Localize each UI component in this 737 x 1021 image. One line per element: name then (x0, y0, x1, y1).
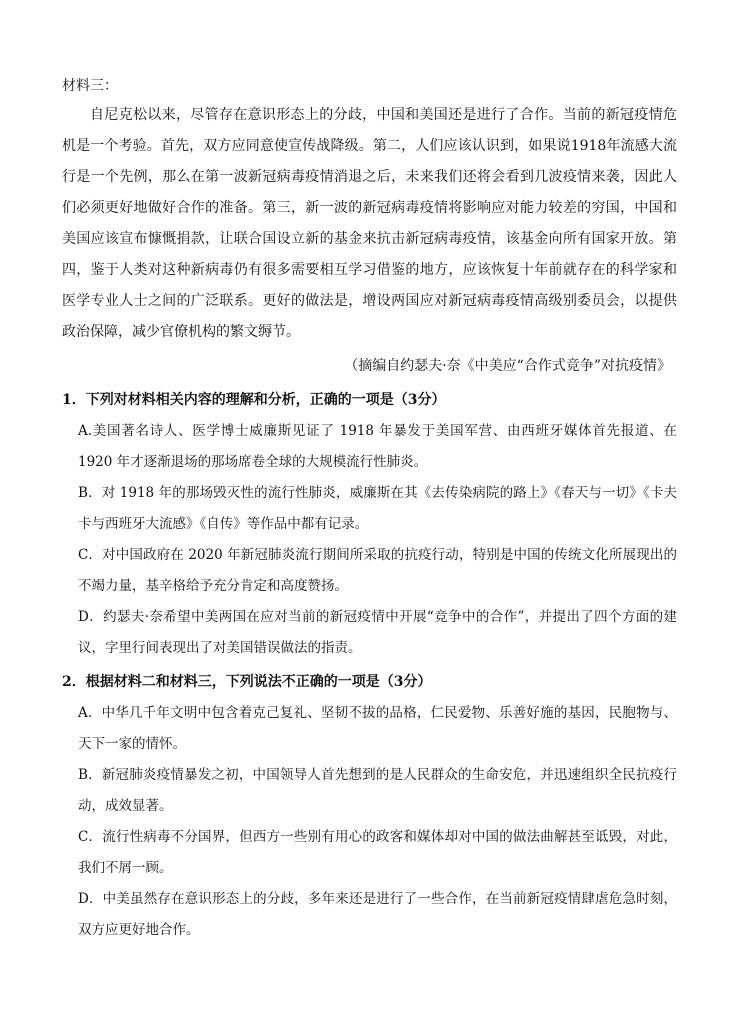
question-1 (62, 386, 677, 664)
material-label: 材料三： (62, 78, 118, 94)
material-paragraph: 自尼克松以来，尽管存在意识形态上的分歧，中国和美国还是进行了合作。当前的新冠疫情危机是一个考验。首先，双方应同意使宣传战降级。第二，人们应该认识到，如果说1918年流感大流行是一个先例，那么在第一波新冠病毒疫情消退之后，未来我们还将会看到几波疫情来袭，因此人们必须更好地做好合作的准备。第三，新一波的新冠病毒疫情将影响应对能力较差的穷国，中国和美国应该宣布慷慨捐款，让联合国设立新的基金来抗击新冠病毒疫情，该基金向所有国家开放。第四，鉴于人类对这种新病毒仍有很多需要相互学习借鉴的地方，应该恢复十年前就存在的科学家和医学专业人士之间的广泛联系。更好的做法是，增设两国应对新冠病毒疫情高级别委员会，以提供政治保障，减少官僚机构的繁文缛节。 (62, 107, 677, 340)
source-citation: （摘编自约瑟夫·奈《中美应“合作式竞争”对抗疫情》 (344, 358, 671, 374)
option-a[interactable]: A．中华几千年文明中包含着克己复礼、坚韧不拔的品格，仁民爱物、乐善好施的基因，民胞物与、天下一家的情怀。 (78, 705, 677, 752)
option-b[interactable]: B．新冠肺炎疫情暴发之初，中国领导人首先想到的是人民群众的生命安危，并迅速组织全民抗疫行动，成效显著。 (78, 767, 677, 814)
option-d[interactable]: D．约瑟夫·奈希望中美两国在应对当前的新冠疫情中开展“竞争中的合作”，并提出了四个方面的建议，字里行间表现出了对美国错误做法的指责。 (78, 609, 677, 656)
option-c[interactable]: C．对中国政府在 2020 年新冠肺炎流行期间所采取的抗疫行动，特别是中国的传统文化所展现出的不竭力量，基辛格给予充分肯定和高度赞扬。 (78, 547, 677, 594)
question-stem: 1．下列对材料相关内容的理解和分析，正确的一项是（3分） (62, 392, 446, 408)
option-b[interactable]: B．对 1918 年的那场毁灭性的流行性肺炎，威廉斯在其《去传染病院的路上》《春天与一切》《卡夫卡与西班牙大流感》《自传》等作品中都有记录。 (78, 485, 677, 532)
document-page (62, 76, 677, 946)
option-d[interactable]: D．中美虽然存在意识形态上的分歧，多年来还是进行了一些合作，在当前新冠疫情肆虐危急时刻，双方应更好地合作。 (78, 891, 677, 938)
question-stem: 2．根据材料二和材料三，下列说法不正确的一项是（3分） (62, 674, 432, 690)
question-2 (62, 668, 677, 946)
option-c[interactable]: C．流行性病毒不分国界，但西方一些别有用心的政客和媒体却对中国的做法曲解甚至诋毁，对此，我们不屑一顾。 (78, 829, 677, 876)
option-a[interactable]: A.美国著名诗人、医学博士威廉斯见证了 1918 年暴发于美国军营、由西班牙媒体首先报道、在 1920 年才逐渐退场的那场席卷全球的大规模流行性肺炎。 (78, 423, 677, 470)
